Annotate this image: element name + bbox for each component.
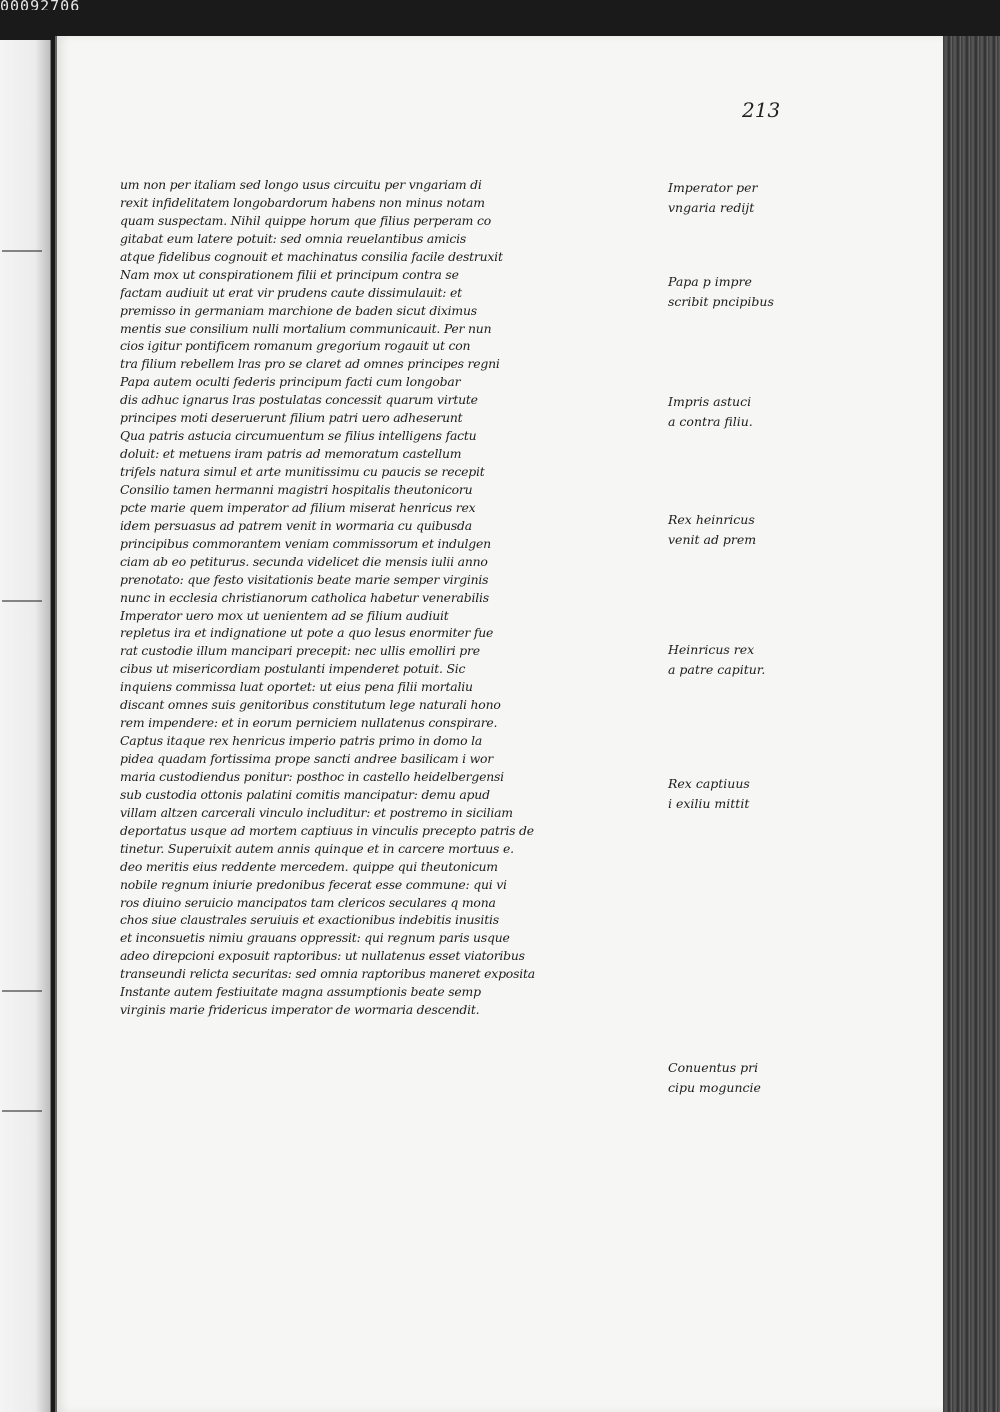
margin-note xyxy=(668,640,798,680)
text-line: quam suspectam. Nihil quippe horum que filius perperam co xyxy=(120,212,491,228)
margin-note-line: venit ad prem xyxy=(668,532,757,547)
left-facing-page xyxy=(0,40,51,1412)
text-line: pidea quadam fortissima prope sancti andree basilicam i wor xyxy=(120,751,494,766)
text-line: sub custodia ottonis palatini comitis mancipatur: demu apud xyxy=(120,786,490,802)
text-line: cios igitur pontificem romanum gregorium rogauit ut con xyxy=(120,338,471,354)
margin-note xyxy=(668,1058,798,1098)
text-fragment xyxy=(2,600,42,602)
text-line: rem impendere: et in eorum perniciem nullatenus conspirare. xyxy=(120,715,498,731)
text-line: Nam mox ut conspirationem filii et principum contra se xyxy=(120,266,459,282)
text-line: doluit: et metuens iram patris ad memoratum castellum xyxy=(120,446,462,462)
text-line: ros diuino seruicio mancipatos tam clericos seculares q mona xyxy=(120,894,496,910)
margin-note-line: Papa p impre xyxy=(668,274,752,289)
text-line: discant omnes suis genitoribus constitutum lege naturali hono xyxy=(120,697,501,713)
text-line: principibus commorantem veniam commissorum et indulgen xyxy=(120,535,491,551)
margin-note-line: a patre capitur. xyxy=(668,662,766,677)
text-line: inquiens commissa luat oportet: ut eius pena filii mortaliu xyxy=(120,679,473,695)
text-line: factam audiuit ut erat vir prudens caute dissimulauit: et xyxy=(120,284,462,300)
text-line: cibus ut misericordiam postulanti impenderet potuit. Sic xyxy=(120,661,466,677)
text-line: atque fidelibus cognouit et machinatus consilia facile destruxit xyxy=(120,248,503,264)
text-line: premisso in germaniam marchione de baden sicut diximus xyxy=(120,302,477,318)
text-line: villam altzen carcerali vinculo includitur: et postremo in siciliam xyxy=(120,804,513,820)
text-line: prenotato: que festo visitationis beate marie semper virginis xyxy=(120,571,489,587)
margin-note-line: vngaria redijt xyxy=(668,200,755,215)
text-line: tra filium rebellem lras pro se claret ad omnes principes regni xyxy=(120,356,500,372)
text-line: maria custodiendus ponitur: posthoc in castello heidelbergensi xyxy=(120,768,504,784)
text-line: um non per italiam sed longo usus circuitu per vngariam di xyxy=(120,177,482,192)
text-line: adeo direpcioni exposuit raptoribus: ut nullatenus esset viatoribus xyxy=(120,948,525,964)
text-fragment xyxy=(2,990,42,992)
text-fragment xyxy=(2,250,42,252)
margin-note-line: a contra filiu. xyxy=(668,414,753,429)
margin-note-line: Imperator per xyxy=(668,180,758,195)
text-line: idem persuasus ad patrem venit in wormaria cu quibusda xyxy=(120,517,472,533)
text-line: pcte marie quem imperator ad filium miserat henricus rex xyxy=(120,499,476,515)
text-fragment xyxy=(2,1110,42,1112)
margin-note-line: i exiliu mittit xyxy=(668,796,750,811)
margin-note-line: Rex captiuus xyxy=(668,776,750,791)
text-line: Papa autem oculti federis principum facti cum longobar xyxy=(120,374,461,390)
folio-number: 213 xyxy=(742,98,781,122)
text-line: tinetur. Superuixit autem annis quinque et in carcere mortuus e. xyxy=(120,840,514,856)
margin-note xyxy=(668,178,798,218)
margin-note-line: Heinricus rex xyxy=(668,642,755,657)
margin-note-line: cipu moguncie xyxy=(668,1080,761,1095)
text-line: Captus itaque rex henricus imperio patris primo in domo la xyxy=(120,733,483,749)
margin-note xyxy=(668,392,798,432)
margin-note-line: Impris astuci xyxy=(668,394,752,409)
text-line: principes moti deseruerunt filium patri uero adheserunt xyxy=(120,410,463,426)
text-line: et inconsuetis nimiu grauans oppressit: qui regnum paris usque xyxy=(120,930,510,946)
text-line: mentis sue consilium nulli mortalium communicauit. Per nun xyxy=(120,320,492,336)
text-line: Consilio tamen hermanni magistri hospitalis theutonicoru xyxy=(120,481,473,497)
text-line: ciam ab eo petiturus. secunda videlicet die mensis iulii anno xyxy=(120,553,488,569)
text-line: nobile regnum iniurie predonibus fecerat esse commune: qui vi xyxy=(120,876,507,892)
scan-id-label: 00092706 xyxy=(0,0,81,10)
text-line: virginis marie fridericus imperator de wormaria descendit. xyxy=(120,1002,480,1018)
text-line: dis adhuc ignarus lras postulatas concessit quarum virtute xyxy=(120,392,478,408)
margin-note xyxy=(668,272,798,312)
text-line: transeundi relicta securitas: sed omnia raptoribus maneret exposita xyxy=(120,966,535,982)
margin-note xyxy=(668,774,798,814)
text-line: rat custodie illum mancipari precepit: nec ullis emolliri pre xyxy=(120,643,480,659)
text-line: chos siue claustrales seruiuis et exactionibus indebitis inusitis xyxy=(120,912,499,928)
text-line: deportatus usque ad mortem captiuus in vinculis precepto patris de xyxy=(120,822,534,838)
text-line: repletus ira et indignatione ut pote a quo lesus enormiter fue xyxy=(120,625,494,641)
text-line: trifels natura simul et arte munitissimu cu paucis se recepit xyxy=(120,464,485,479)
main-text-block xyxy=(120,176,630,1019)
text-line: rexit infidelitatem longobardorum habens non minus notam xyxy=(120,194,485,210)
margin-note xyxy=(668,510,798,550)
text-line: deo meritis eius reddente mercedem. quippe qui theutonicum xyxy=(120,858,498,874)
text-line: Instante autem festiuitate magna assumptionis beate semp xyxy=(120,984,481,1000)
margin-note-line: Conuentus pri xyxy=(668,1060,759,1075)
page-edge-stack xyxy=(943,36,1000,1412)
text-line: nunc in ecclesia christianorum catholica habetur venerabilis xyxy=(120,589,489,605)
text-line: gitabat eum latere potuit: sed omnia reuelantibus amicis xyxy=(120,230,467,246)
text-line: Qua patris astucia circumuentum se filius intelligens factu xyxy=(120,428,477,444)
margin-note-line: scribit pncipibus xyxy=(668,294,774,309)
margin-note-line: Rex heinricus xyxy=(668,512,755,527)
text-line: Imperator uero mox ut uenientem ad se filium audiuit xyxy=(120,607,449,623)
